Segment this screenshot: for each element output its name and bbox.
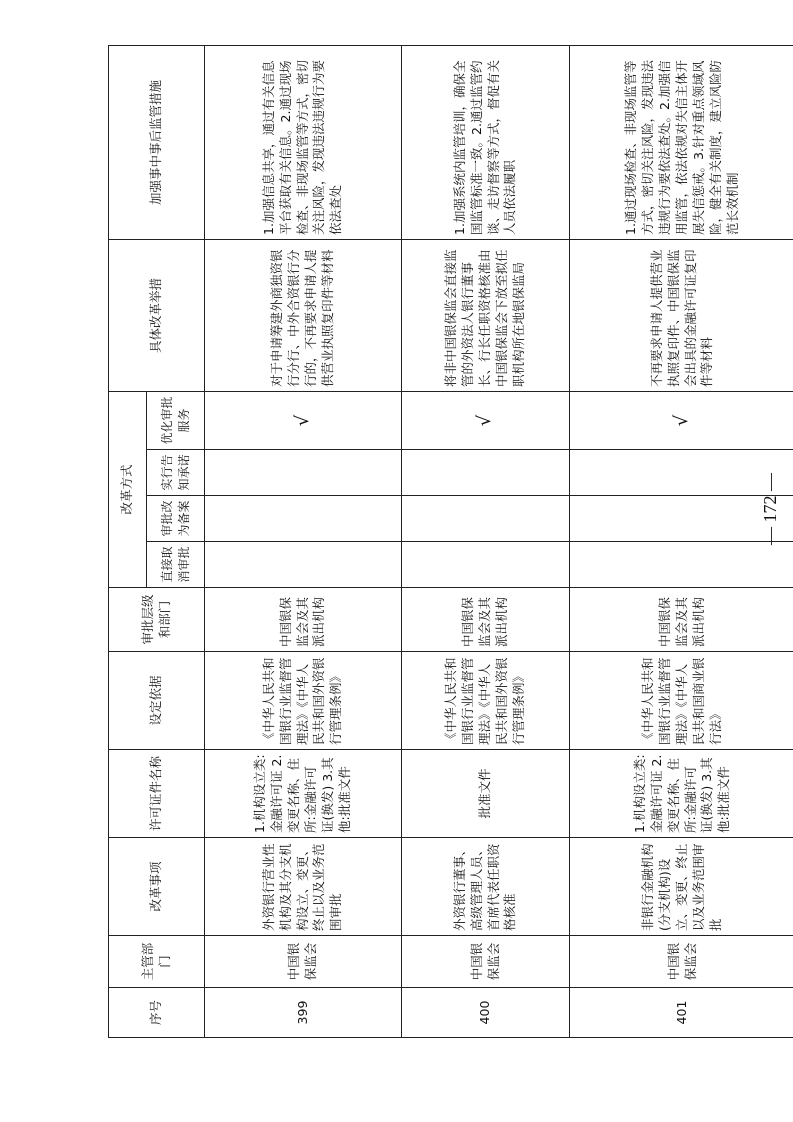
- table-row: [402, 45, 570, 1037]
- row-mode-notice: [205, 450, 402, 496]
- header-mode: 改革方式: [109, 391, 147, 587]
- header-dept: 主管部门: [109, 936, 205, 988]
- row-measures: 不再要求申请人提供营业执照复印件、中国银保监会出具的金融许可证复印件等材料: [570, 239, 793, 391]
- header-license: 许可证件名称: [109, 750, 205, 838]
- row-supervision: 1.加强系统内监管培训，确保全国监管标准一致。2.通过监管约谈、走访督察等方式，督促有关人员依法履职: [402, 45, 570, 239]
- reform-table: [108, 45, 793, 1038]
- rotated-page-content: [108, 59, 793, 1038]
- header-mode-optimize: 优化审批服务: [147, 391, 205, 449]
- row-no: 400: [402, 988, 570, 1038]
- row-mode-optimize-check: √: [205, 391, 402, 449]
- header-supervision: 加强事中事后监管措施: [109, 45, 205, 239]
- header-basis: 设定依据: [109, 652, 205, 750]
- row-supervision: 1.通过现场检查、非现场监管等方式，密切关注风险，发现违法违规行为要依法查处。2.加强信用监管，依法依规对失信主体开展失信惩戒。3.针对重点领域风险，健全有关制度，建立风险防范长效机制: [570, 45, 793, 239]
- row-mode-notice: [402, 450, 570, 496]
- row-level: 中国银保监会及其派出机构: [570, 588, 793, 652]
- header-measures: 具体改革举措: [109, 239, 205, 391]
- row-measures: 将非中国银保监会直接监管的外资法人银行董事长、行长任职资格核准由中国银保监会下放至拟任职机构所在地银保监局: [402, 239, 570, 391]
- row-dept: 中国银保监会: [205, 936, 402, 988]
- row-basis: 《中华人民共和国银行业监督管理法》《中华人民共和国外资银行管理条例》: [402, 652, 570, 750]
- row-mode-filing: [205, 496, 402, 542]
- row-measures: 对于申请筹建外商独资银行分行、中外合资银行分行的，不再要求申请人提供营业执照复印件等材料: [205, 239, 402, 391]
- page-number: — 172 —: [760, 473, 780, 545]
- row-item: 外资银行董事、高级管理人员、首席代表任职资格核准: [402, 838, 570, 936]
- row-mode-optimize-check: √: [570, 391, 793, 449]
- row-no: 401: [570, 988, 793, 1038]
- header-mode-cancel: 直接取消审批: [147, 542, 205, 588]
- row-dept: 中国银保监会: [570, 936, 793, 988]
- row-dept: 中国银保监会: [402, 936, 570, 988]
- row-mode-cancel: [570, 542, 793, 588]
- row-license: 1.机构设立类:金融许可证 2.变更名称、住所:金融许可证(换发) 3.其他:批准文件: [205, 750, 402, 838]
- row-mode-cancel: [402, 542, 570, 588]
- row-level: 中国银保监会及其派出机构: [402, 588, 570, 652]
- row-mode-optimize-check: √: [402, 391, 570, 449]
- row-no: 399: [205, 988, 402, 1038]
- row-supervision: 1.加强信息共享，通过有关信息平台获取有关信息。2.通过现场检查、非现场监管等方式，密切关注风险，发现违法违规行为要依法查处: [205, 45, 402, 239]
- header-mode-filing: 审批改为备案: [147, 496, 205, 542]
- header-item: 改革事项: [109, 838, 205, 936]
- row-basis: 《中华人民共和国银行业监督管理法》《中华人民共和国外资银行管理条例》: [205, 652, 402, 750]
- row-license: 1.机构设立类:金融许可证 2.变更名称、住所:金融许可证(换发) 3.其他:批准文件: [570, 750, 793, 838]
- header-no: 序号: [109, 988, 205, 1038]
- row-level: 中国银保监会及其派出机构: [205, 588, 402, 652]
- row-item: 非银行金融机构(分支机构)设立、变更、终止以及业务范围审批: [570, 838, 793, 936]
- header-level: 审批层级和部门: [109, 588, 205, 652]
- row-item: 外资银行营业性机构及其分支机构设立、变更、终止以及业务范围审批: [205, 838, 402, 936]
- header-mode-notice: 实行告知承诺: [147, 450, 205, 496]
- row-basis: 《中华人民共和国银行业监督管理法》《中华人民共和国商业银行法》: [570, 652, 793, 750]
- row-mode-filing: [402, 496, 570, 542]
- table-row: [205, 45, 402, 1037]
- row-mode-cancel: [205, 542, 402, 588]
- row-license: 批准文件: [402, 750, 570, 838]
